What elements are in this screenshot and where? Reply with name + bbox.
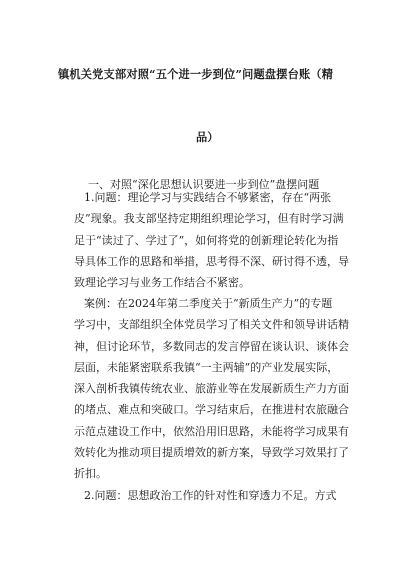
- paragraph-line: 示范点建设工作中，依然沿用旧思路，未能将学习成果有: [74, 424, 349, 438]
- paragraph-line: 深入剖析我镇传统农业、旅游业等在发展新质生产力方面: [74, 382, 349, 396]
- paragraph-line: 2.问题：思想政治工作的针对性和穿透力不足。方式: [84, 489, 337, 502]
- paragraph-line: 1.问题：理论学习与实践结合不够紧密，存在“两张: [84, 191, 332, 204]
- document-title-continued: 品）: [196, 130, 219, 144]
- paragraph-line: 层面，未能紧密联系我镇“一主两辅”的产业发展实际，: [74, 360, 339, 374]
- paragraph-line: 足于“读过了、学过了”，如何将党的创新理论转化为指: [74, 233, 339, 247]
- paragraph-line: 的堵点、难点和突破口。学习结束后，在推进村农旅融合: [74, 403, 349, 417]
- problem-1-paragraph: [74, 187, 360, 293]
- problem-2-paragraph: [74, 485, 360, 506]
- paragraph-line: 学习中，支部组织全体党员学习了相关文件和领导讲话精: [74, 318, 349, 332]
- paragraph-line: 导具体工作的思路和举措，思考得不深、研讨得不透，导: [74, 254, 349, 268]
- paragraph-line: 案例：在2024年第二季度关于“新质生产力”的专题: [84, 297, 333, 310]
- paragraph-line: 神，但讨论环节，多数同志的发言停留在谈认识、谈体会: [74, 339, 349, 353]
- case-paragraph: [74, 293, 360, 485]
- paragraph-line: 皮”现象。我支部坚持定期组织理论学习，但有时学习满: [74, 212, 344, 226]
- paragraph-line: 折扣。: [74, 467, 107, 481]
- paragraph-line: 效转化为推动项目提质增效的新方案，导致学习效果打了: [74, 446, 349, 460]
- document-title: 镇机关党支部对照“五个进一步到位”问题盘摆台账（精: [58, 67, 334, 81]
- paragraph-line: 致理论学习与业务工作结合不紧密。: [74, 276, 250, 290]
- section-heading: 一、对照“深化思想认识要进一步到位”盘摆问题: [88, 178, 320, 191]
